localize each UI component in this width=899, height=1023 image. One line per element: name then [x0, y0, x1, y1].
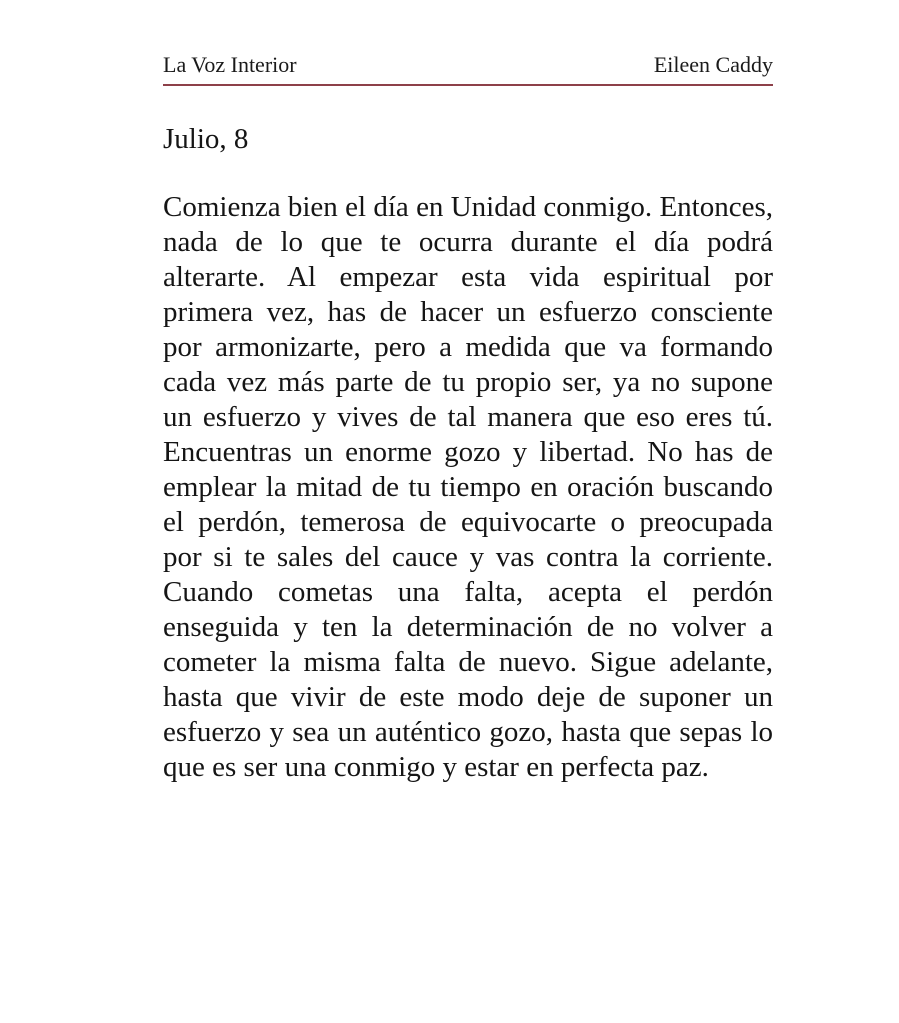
header-rule-divider [163, 84, 773, 86]
book-title: La Voz Interior [163, 52, 297, 77]
page-content [163, 0, 773, 785]
running-header [163, 52, 773, 78]
body-paragraph: Comienza bien el día en Unidad conmigo. Entonces, nada de lo que te ocurra durante el día podrá alterarte. Al empezar esta vida espiritual por primera vez, has de hacer un esfuerzo consciente por armonizarte, pero a medida que va formando cada vez más parte de tu propio ser, ya no supone un esfuerzo y vives de tal manera que eso eres tú. Encuentras un enorme gozo y libertad. No has de emplear la mitad de tu tiempo en oración buscando el perdón, temerosa de equivocarte o preocupada por si te sales del cauce y vas contra la corriente. Cuando cometas una falta, acepta el perdón enseguida y ten la determinación de no volver a cometer la misma falta de nuevo. Sigue adelante, hasta que vivir de este modo deje de suponer un esfuerzo y sea un auténtico gozo, hasta que sepas lo que es ser una conmigo y estar en perfecta paz. [163, 191, 773, 783]
author-name: Eileen Caddy [653, 52, 773, 77]
section-title: Julio, 8 [163, 123, 249, 155]
